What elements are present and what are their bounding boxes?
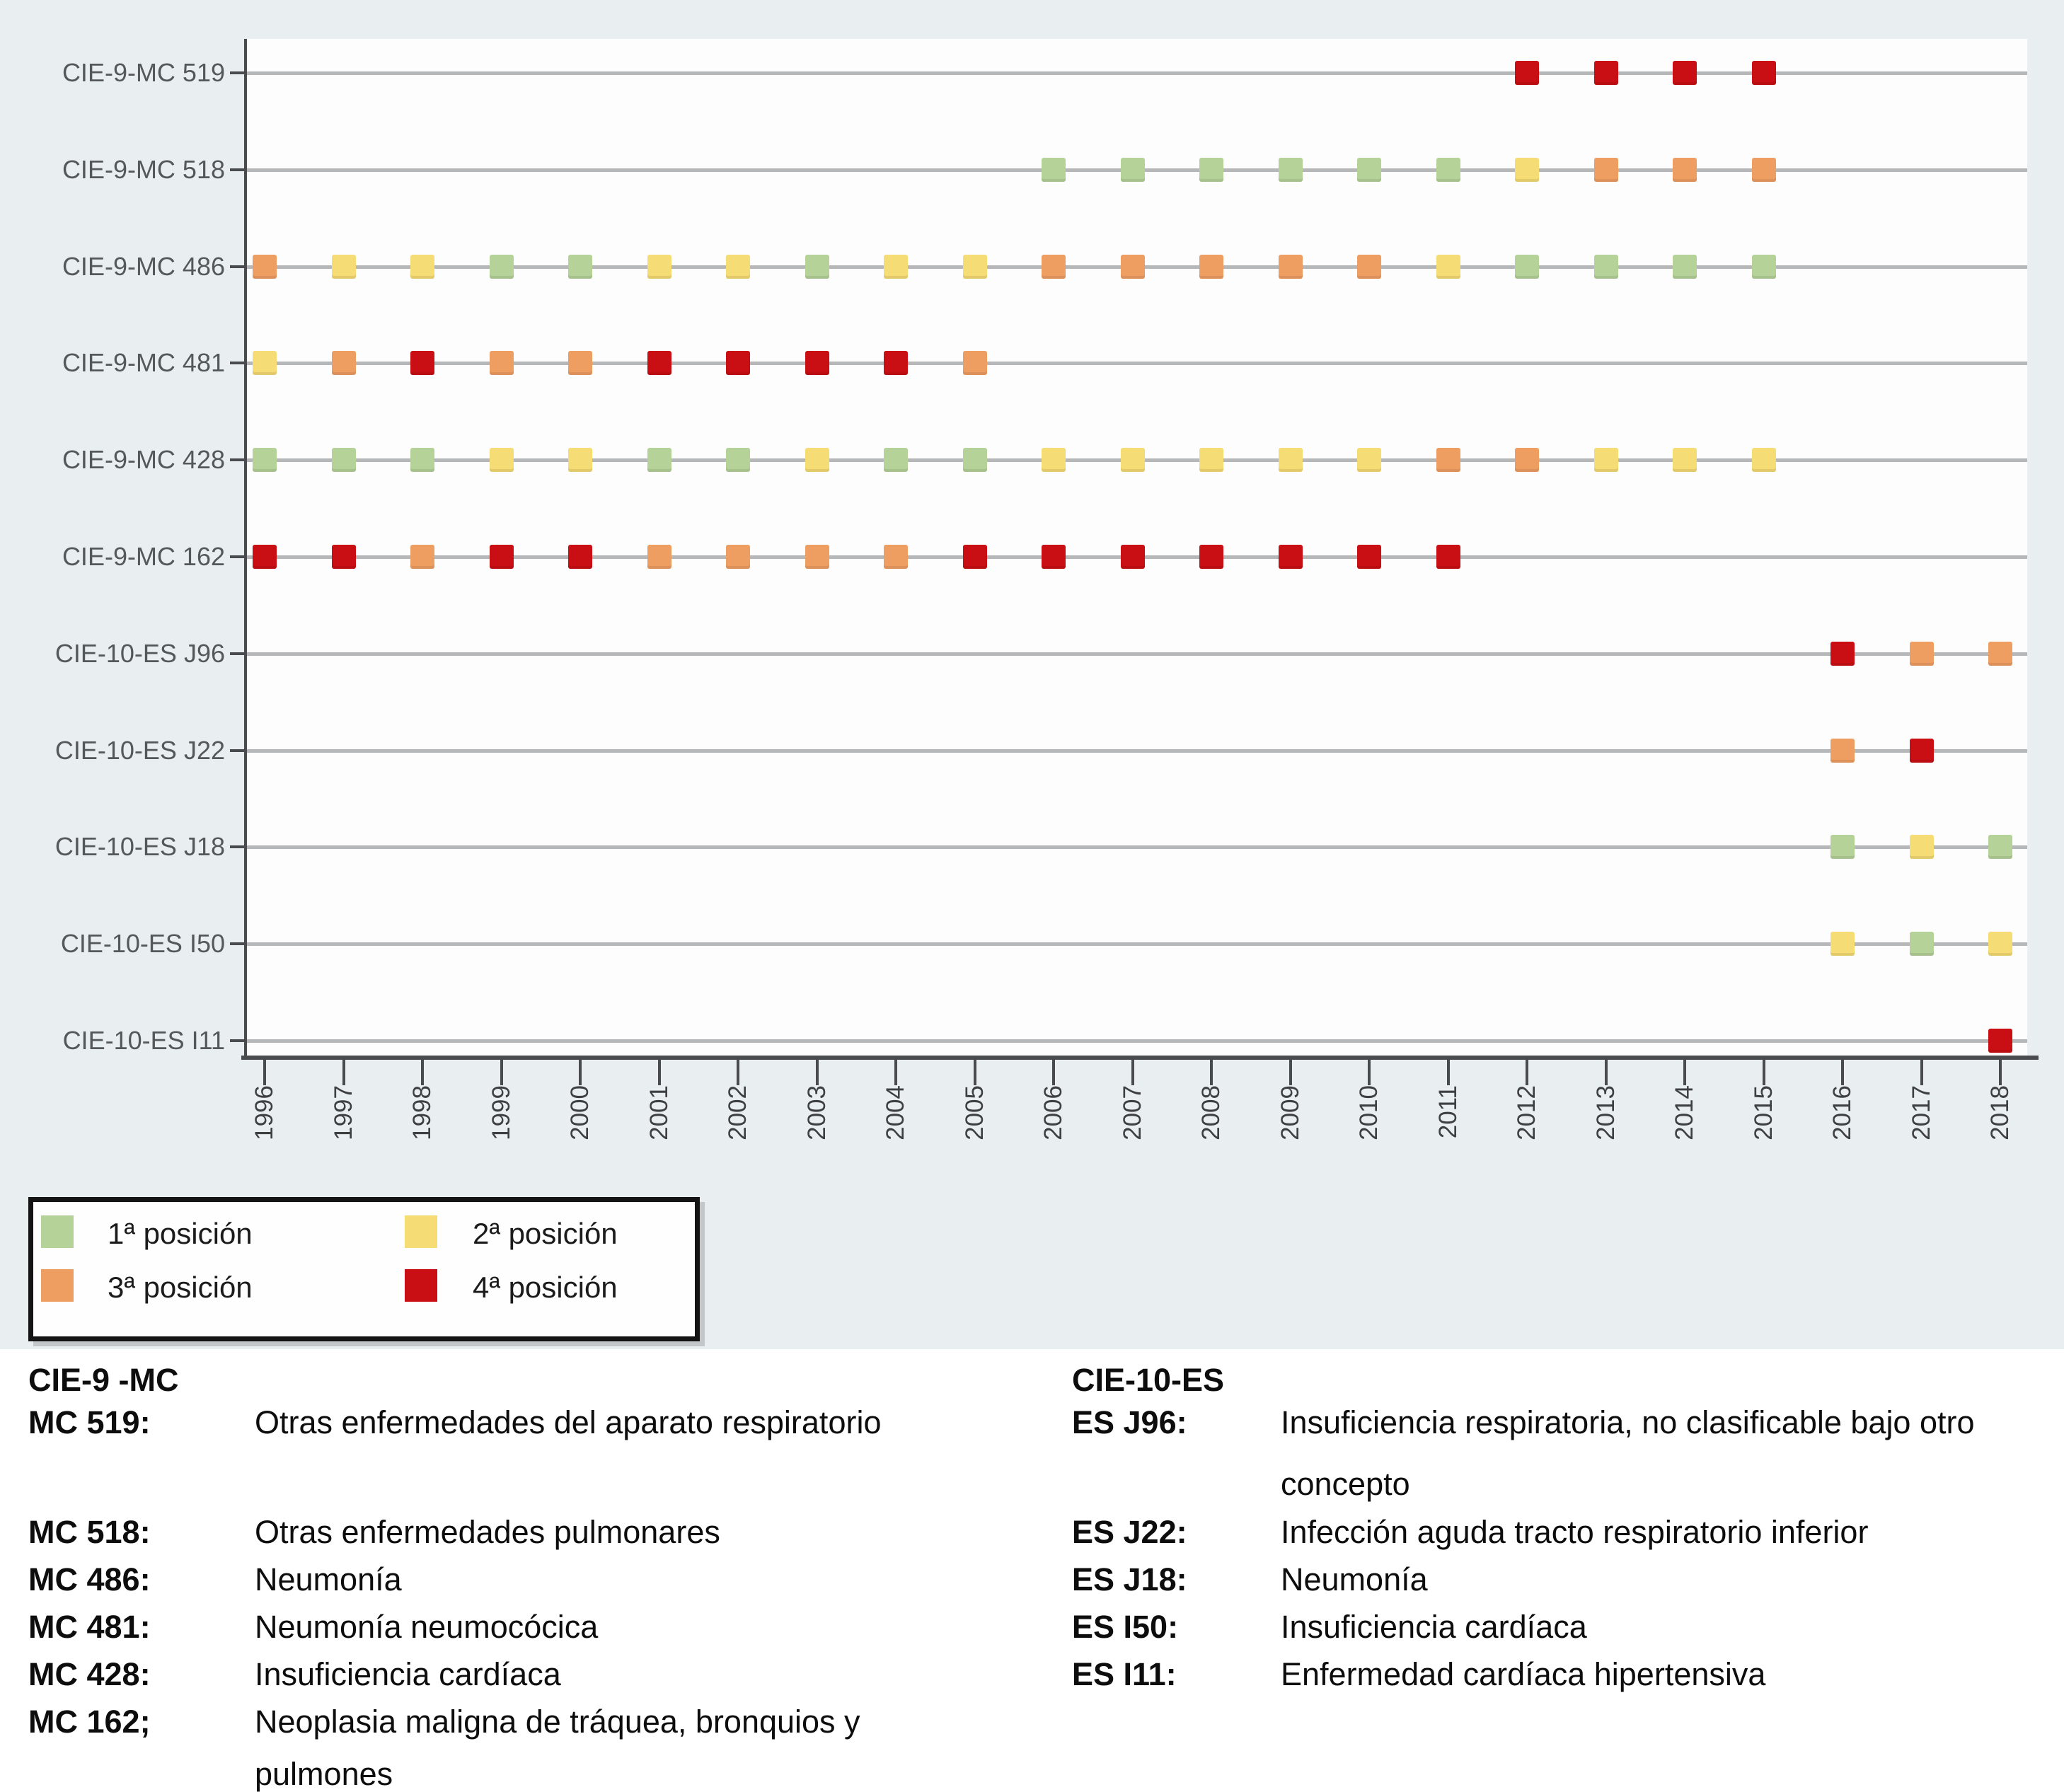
- legend-swatch: [41, 1269, 74, 1302]
- data-point: [1199, 448, 1223, 472]
- data-point: [1357, 255, 1381, 279]
- x-axis-tick: [1920, 1056, 1923, 1085]
- row-label: CIE-10-ES J18: [54, 832, 225, 861]
- data-point: [490, 255, 514, 279]
- data-point: [726, 351, 750, 375]
- data-point: [647, 545, 671, 569]
- data-point: [490, 545, 514, 569]
- data-point: [1121, 545, 1145, 569]
- data-point: [1988, 835, 2012, 859]
- row-label: CIE-9-MC 518: [62, 155, 225, 184]
- data-point: [963, 351, 987, 375]
- row-label: CIE-9-MC 481: [62, 348, 225, 377]
- year-label: 2013: [1592, 1085, 1620, 1140]
- year-label: 1997: [330, 1085, 357, 1140]
- x-axis-line: [241, 1056, 2039, 1060]
- data-point: [1515, 448, 1539, 472]
- data-point: [1830, 642, 1855, 666]
- year-label: 2003: [803, 1085, 831, 1140]
- data-point: [1673, 255, 1697, 279]
- data-point: [1279, 158, 1303, 182]
- glossary-right-header: CIE-10-ES: [1072, 1362, 1225, 1398]
- glossary-term: MC 518:: [28, 1514, 151, 1550]
- glossary-definition: Enfermedad cardíaca hipertensiva: [1281, 1656, 1766, 1692]
- data-point: [253, 351, 277, 375]
- data-point: [1673, 158, 1697, 182]
- data-point: [1357, 448, 1381, 472]
- data-point: [1515, 61, 1539, 85]
- glossary-term: ES I11:: [1072, 1656, 1177, 1692]
- y-axis-tick: [230, 458, 244, 461]
- data-point: [1988, 1029, 2012, 1053]
- x-axis-tick: [658, 1056, 661, 1085]
- year-label: 2012: [1513, 1085, 1540, 1140]
- year-label: 2002: [724, 1085, 751, 1140]
- year-label: 1998: [408, 1085, 436, 1140]
- glossary-term: MC 481:: [28, 1609, 151, 1645]
- data-point: [1752, 255, 1776, 279]
- legend-swatch: [405, 1269, 437, 1302]
- data-point: [568, 448, 592, 472]
- x-axis-tick: [1210, 1056, 1213, 1085]
- y-axis-tick: [230, 942, 244, 945]
- data-point: [1910, 932, 1934, 956]
- glossary-definition: Insuficiencia respiratoria, no clasificable bajo otro: [1281, 1404, 1975, 1440]
- year-label: 2006: [1039, 1085, 1067, 1140]
- x-axis-tick: [1131, 1056, 1134, 1085]
- x-axis-tick: [1526, 1056, 1528, 1085]
- data-point: [1199, 158, 1223, 182]
- glossary-definition: Insuficiencia cardíaca: [255, 1656, 561, 1692]
- row-gridline: [247, 362, 2027, 365]
- x-axis-tick: [500, 1056, 503, 1085]
- data-point: [963, 545, 987, 569]
- y-axis-tick: [230, 362, 244, 364]
- data-point: [332, 255, 356, 279]
- glossary-definition: Neumonía neumocócica: [255, 1609, 599, 1645]
- data-point: [1673, 61, 1697, 85]
- x-axis-tick: [342, 1056, 345, 1085]
- data-point: [1279, 255, 1303, 279]
- year-label: 2007: [1119, 1085, 1146, 1140]
- data-point: [1830, 932, 1855, 956]
- data-point: [1752, 61, 1776, 85]
- data-point: [1594, 255, 1618, 279]
- x-axis-tick: [421, 1056, 424, 1085]
- row-label: CIE-10-ES I11: [62, 1026, 225, 1055]
- x-axis-tick: [1289, 1056, 1292, 1085]
- year-label: 2005: [961, 1085, 988, 1140]
- glossary-definition: concepto: [1281, 1466, 1410, 1502]
- year-label: 2015: [1750, 1085, 1777, 1140]
- data-point: [568, 351, 592, 375]
- data-point: [1594, 158, 1618, 182]
- data-point: [1436, 545, 1460, 569]
- y-axis-tick: [230, 845, 244, 848]
- data-point: [332, 351, 356, 375]
- year-label: 2014: [1671, 1085, 1698, 1140]
- data-point: [1830, 739, 1855, 763]
- data-point: [410, 448, 434, 472]
- glossary-definition: Neumonía: [255, 1561, 402, 1597]
- x-axis-tick: [1447, 1056, 1450, 1085]
- glossary-definition: Neumonía: [1281, 1561, 1428, 1597]
- glossary-definition: pulmones: [255, 1756, 393, 1792]
- data-point: [1121, 158, 1145, 182]
- data-point: [253, 255, 277, 279]
- x-axis-tick: [737, 1056, 739, 1085]
- data-point: [1988, 642, 2012, 666]
- glossary-definition: Neoplasia maligna de tráquea, bronquios y: [255, 1704, 860, 1740]
- row-gridline: [247, 845, 2027, 849]
- data-point: [253, 448, 277, 472]
- data-point: [805, 351, 829, 375]
- data-point: [1594, 61, 1618, 85]
- glossary-definition: Otras enfermedades del aparato respiratorio: [255, 1404, 882, 1440]
- legend-label: 4ª posición: [473, 1271, 618, 1304]
- year-label: 2016: [1828, 1085, 1856, 1140]
- year-label: 2011: [1434, 1085, 1462, 1139]
- y-axis-tick: [230, 71, 244, 74]
- data-point: [332, 545, 356, 569]
- glossary-left-header: CIE-9 -MC: [28, 1362, 179, 1398]
- data-point: [1199, 545, 1223, 569]
- data-point: [726, 545, 750, 569]
- y-axis-tick: [230, 265, 244, 268]
- row-label: CIE-9-MC 162: [62, 542, 225, 571]
- year-label: 2018: [1986, 1085, 2014, 1140]
- row-gridline: [247, 749, 2027, 753]
- year-label: 1999: [488, 1085, 515, 1140]
- year-label: 2009: [1276, 1085, 1304, 1140]
- data-point: [1752, 448, 1776, 472]
- data-point: [884, 255, 908, 279]
- data-point: [1594, 448, 1618, 472]
- year-label: 2001: [645, 1085, 673, 1140]
- data-point: [647, 255, 671, 279]
- x-axis-tick: [1763, 1056, 1765, 1085]
- data-point: [1515, 255, 1539, 279]
- legend-label: 3ª posición: [108, 1271, 253, 1304]
- glossary-term: ES J18:: [1072, 1561, 1187, 1597]
- data-point: [884, 448, 908, 472]
- data-point: [805, 255, 829, 279]
- x-axis-tick: [816, 1056, 819, 1085]
- x-axis-tick: [1052, 1056, 1055, 1085]
- data-point: [1830, 835, 1855, 859]
- data-point: [1042, 545, 1066, 569]
- x-axis-tick: [1841, 1056, 1844, 1085]
- data-point: [1121, 255, 1145, 279]
- data-point: [1988, 932, 2012, 956]
- data-point: [490, 448, 514, 472]
- data-point: [1910, 835, 1934, 859]
- row-label: CIE-10-ES J96: [54, 639, 225, 668]
- data-point: [805, 545, 829, 569]
- x-axis-tick: [894, 1056, 897, 1085]
- glossary-definition: Insuficiencia cardíaca: [1281, 1609, 1587, 1645]
- x-axis-tick: [1999, 1056, 2002, 1085]
- row-label: CIE-10-ES I50: [60, 929, 225, 958]
- data-point: [805, 448, 829, 472]
- year-label: 2017: [1908, 1085, 1935, 1140]
- data-point: [963, 448, 987, 472]
- glossary-term: ES J96:: [1072, 1404, 1187, 1440]
- data-point: [410, 545, 434, 569]
- year-label: 2008: [1197, 1085, 1225, 1140]
- data-point: [1357, 545, 1381, 569]
- data-point: [1910, 642, 1934, 666]
- x-axis-tick: [1605, 1056, 1608, 1085]
- data-point: [1357, 158, 1381, 182]
- data-point: [568, 255, 592, 279]
- glossary-term: ES I50:: [1072, 1609, 1179, 1645]
- data-point: [1042, 158, 1066, 182]
- x-axis-tick: [1683, 1056, 1686, 1085]
- data-point: [332, 448, 356, 472]
- row-label: CIE-9-MC 486: [62, 252, 225, 281]
- y-axis-tick: [230, 555, 244, 558]
- data-point: [726, 255, 750, 279]
- data-point: [410, 255, 434, 279]
- y-axis-tick: [230, 1039, 244, 1042]
- data-point: [568, 545, 592, 569]
- data-point: [1436, 448, 1460, 472]
- year-label: 1996: [250, 1085, 278, 1140]
- year-label: 2010: [1355, 1085, 1383, 1140]
- data-point: [1752, 158, 1776, 182]
- glossary-term: MC 486:: [28, 1561, 151, 1597]
- row-label: CIE-9-MC 519: [62, 58, 225, 87]
- legend-swatch: [405, 1215, 437, 1248]
- glossary-term: MC 162;: [28, 1704, 151, 1740]
- glossary-term: MC 428:: [28, 1656, 151, 1692]
- data-point: [1199, 255, 1223, 279]
- data-point: [647, 448, 671, 472]
- row-gridline: [247, 652, 2027, 656]
- glossary-term: ES J22:: [1072, 1514, 1187, 1550]
- glossary-definition: Infección aguda tracto respiratorio inferior: [1281, 1514, 1869, 1550]
- x-axis-tick: [263, 1056, 266, 1085]
- data-point: [884, 545, 908, 569]
- y-axis-tick: [230, 749, 244, 752]
- y-axis-tick: [230, 652, 244, 655]
- data-point: [884, 351, 908, 375]
- data-point: [726, 448, 750, 472]
- row-gridline: [247, 1039, 2027, 1043]
- data-point: [1121, 448, 1145, 472]
- x-axis-tick: [579, 1056, 582, 1085]
- legend-swatch: [41, 1215, 74, 1248]
- data-point: [1042, 448, 1066, 472]
- row-gridline: [247, 942, 2027, 946]
- y-axis-tick: [230, 168, 244, 171]
- data-point: [410, 351, 434, 375]
- data-point: [1279, 448, 1303, 472]
- data-point: [1515, 158, 1539, 182]
- x-axis-tick: [1368, 1056, 1371, 1085]
- data-point: [1279, 545, 1303, 569]
- data-point: [963, 255, 987, 279]
- data-point: [1673, 448, 1697, 472]
- legend-label: 2ª posición: [473, 1217, 618, 1250]
- y-axis-line: [244, 39, 247, 1060]
- data-point: [1436, 255, 1460, 279]
- x-axis-tick: [974, 1056, 976, 1085]
- data-point: [1436, 158, 1460, 182]
- year-label: 2004: [882, 1085, 909, 1140]
- data-point: [1910, 739, 1934, 763]
- legend-label: 1ª posición: [108, 1217, 253, 1250]
- data-point: [1042, 255, 1066, 279]
- row-label: CIE-9-MC 428: [62, 445, 225, 474]
- data-point: [647, 351, 671, 375]
- glossary-term: MC 519:: [28, 1404, 151, 1440]
- data-point: [253, 545, 277, 569]
- row-label: CIE-10-ES J22: [54, 736, 225, 765]
- glossary-definition: Otras enfermedades pulmonares: [255, 1514, 720, 1550]
- year-label: 2000: [566, 1085, 594, 1140]
- data-point: [490, 351, 514, 375]
